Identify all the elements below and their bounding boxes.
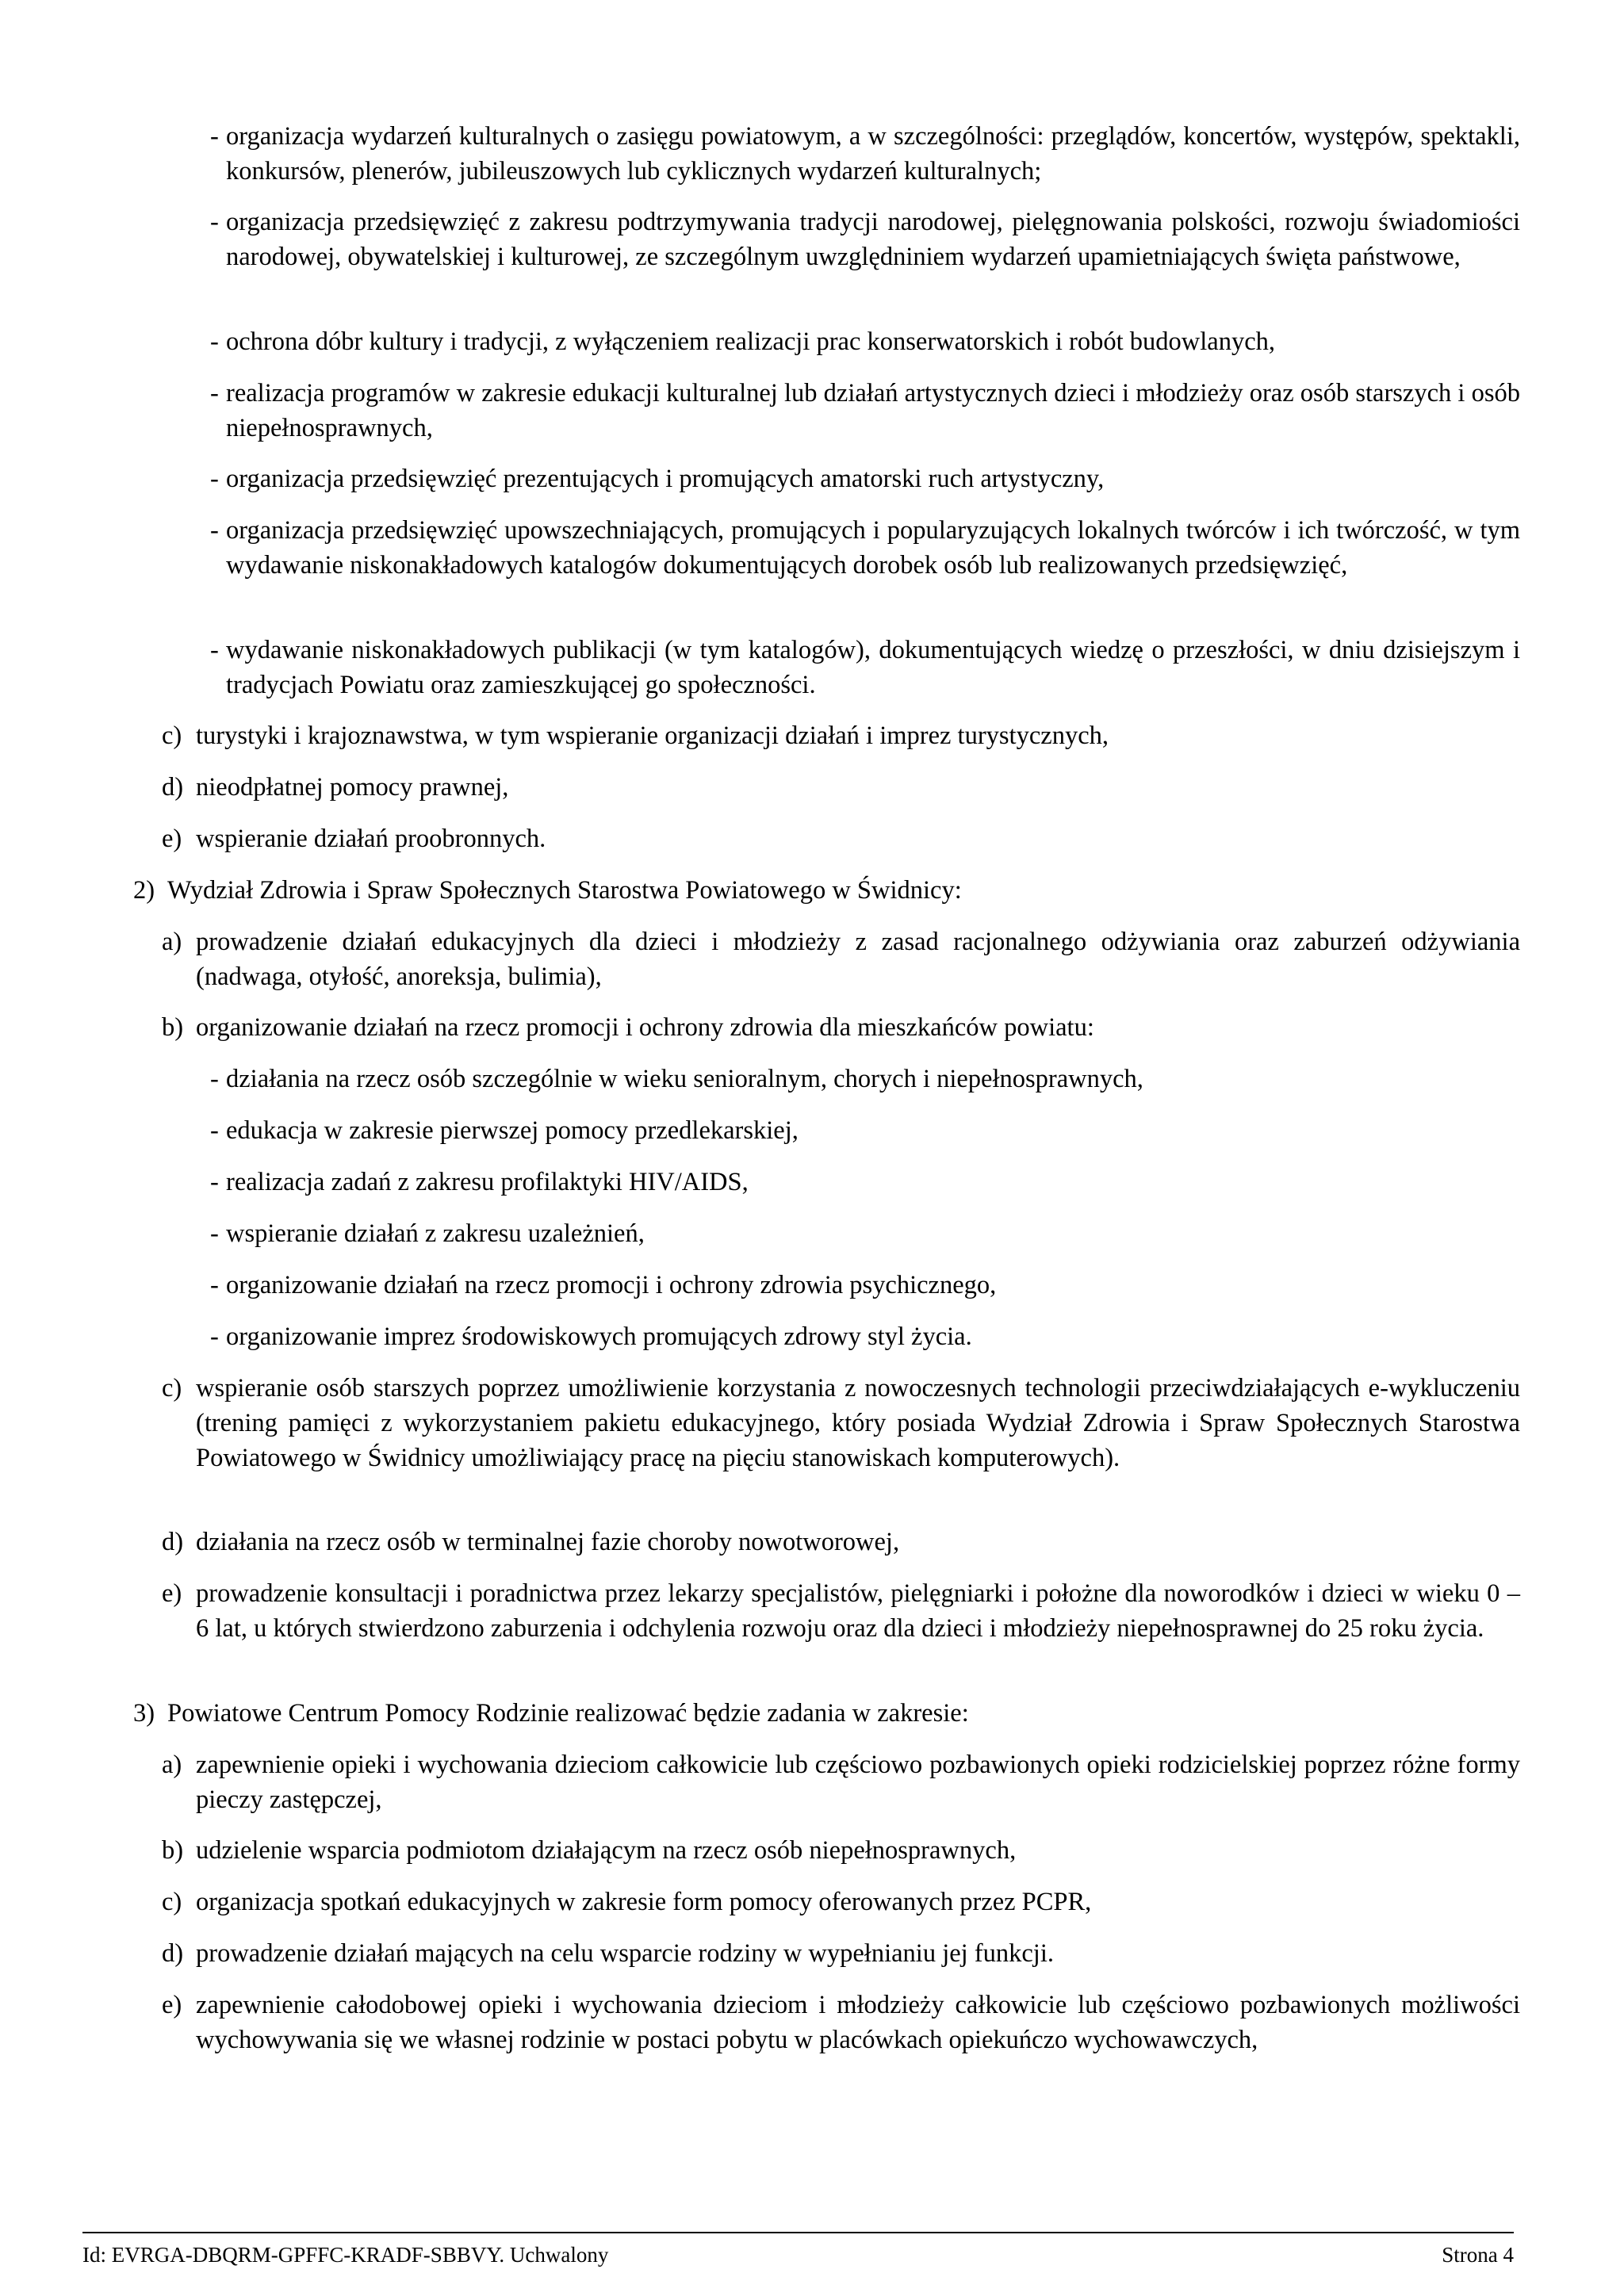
list-item	[162, 924, 1520, 994]
list-text: organizowanie imprez środowiskowych promujących zdrowy styl życia.	[226, 1322, 972, 1351]
list-item	[162, 1885, 1520, 1919]
list-marker: e)	[162, 825, 182, 853]
list-marker: -	[210, 516, 219, 545]
list-marker: -	[210, 379, 219, 408]
list-text: organizowanie działań na rzecz promocji i ochrony zdrowia psychicznego,	[226, 1271, 997, 1299]
list-text: organizacja wydarzeń kulturalnych o zasięgu powiatowym, a w szczególności: przeglądów, koncertów, występów, spektakli, konkursów, plenerów, jubileuszowych lub cyklicznych wydarzeń kulturalnych;	[226, 122, 1520, 186]
list-marker: b)	[162, 1013, 184, 1042]
list-text: organizacja przedsięwzięć upowszechniających, promujących i popularyzujących lokalnych twórców i ich twórczość, w tym wydawanie niskonakładowych katalogów dokumentujących dorobek osób lub realizowanych przedsięwzięć,	[226, 516, 1520, 580]
list-text: prowadzenie konsultacji i poradnictwa przez lekarzy specjalistów, pielęgniarki i położne dla noworodków i dzieci w wieku 0 – 6 lat, u których stwierdzono zaburzenia i odchylenia rozwoju oraz dla dzieci i młodzieży niepełnosprawnej do 25 roku życia.	[196, 1579, 1520, 1643]
list-text: realizacja programów w zakresie edukacji kulturalnej lub działań artystycznych dzieci i młodzieży oraz osób starszych i osób niepełnosprawnych,	[226, 379, 1520, 442]
list-text: Wydział Zdrowia i Spraw Społecznych Starostwa Powiatowego w Świdnicy:	[167, 876, 962, 905]
list-text: wspieranie osób starszych poprzez umożliwienie korzystania z nowoczesnych technologii przeciwdziałających e-wykluczeniu (trening pamięci z wykorzystaniem pakietu edukacyjnego, który posiada Wydział Zdrowia i Spraw Społecznych Starostwa Powiatowego w Świdnicy umożliwiający pracę na pięciu stanowiskach komputerowych).	[196, 1374, 1520, 1472]
list-item	[210, 461, 1520, 496]
list-item	[133, 1696, 1520, 1731]
list-item	[210, 1216, 1520, 1251]
list-text: Powiatowe Centrum Pomocy Rodzinie realizować będzie zadania w zakresie:	[167, 1699, 969, 1728]
list-text: wydawanie niskonakładowych publikacji (w tym katalogów), dokumentujących wiedzę o przeszłości, w dniu dzisiejszym i tradycjach Powiatu oraz zamieszkującej go społeczności.	[226, 636, 1520, 699]
list-item	[210, 1113, 1520, 1148]
list-text: wspieranie działań z zakresu uzależnień,	[226, 1219, 645, 1248]
list-marker: -	[210, 208, 219, 236]
list-item	[210, 324, 1520, 359]
list-marker: -	[210, 1168, 219, 1196]
list-text: zapewnienie całodobowej opieki i wychowania dzieciom i młodzieży całkowicie lub częściowo pozbawionych możliwości wychowywania się we własnej rodzinie w postaci pobytu w placówkach opiekuńczo wychowawczych,	[196, 1991, 1520, 2054]
list-marker: -	[210, 1116, 219, 1145]
list-item	[210, 1319, 1520, 1354]
list-marker: d)	[162, 773, 184, 802]
list-item	[162, 1010, 1520, 1045]
list-item	[210, 1268, 1520, 1303]
list-text: działania na rzecz osób w terminalnej fazie choroby nowotworowej,	[196, 1528, 900, 1556]
list-marker: 2)	[133, 876, 155, 905]
list-marker: d)	[162, 1528, 184, 1556]
list-marker: c)	[162, 1374, 182, 1402]
list-item	[210, 205, 1520, 274]
list-item	[210, 633, 1520, 702]
list-marker: -	[210, 327, 219, 356]
list-item	[162, 770, 1520, 805]
page-number: Strona 4	[1442, 2243, 1514, 2267]
list-item	[162, 1371, 1520, 1475]
list-text: edukacja w zakresie pierwszej pomocy przedlekarskiej,	[226, 1116, 799, 1145]
list-text: prowadzenie działań mających na celu wsparcie rodziny w wypełnianiu jej funkcji.	[196, 1939, 1054, 1968]
list-marker: -	[210, 636, 219, 664]
list-item	[210, 1165, 1520, 1200]
list-item	[162, 718, 1520, 753]
list-text: prowadzenie działań edukacyjnych dla dzieci i młodzieży z zasad racjonalnego odżywiania oraz zaburzeń odżywiania (nadwaga, otyłość, anoreksja, bulimia),	[196, 928, 1520, 991]
list-marker: -	[210, 1322, 219, 1351]
list-text: udzielenie wsparcia podmiotom działającym na rzecz osób niepełnosprawnych,	[196, 1836, 1017, 1865]
list-item	[210, 376, 1520, 446]
list-item	[210, 1062, 1520, 1096]
list-text: realizacja zadań z zakresu profilaktyki HIV/AIDS,	[226, 1168, 749, 1196]
list-item	[210, 513, 1520, 583]
list-text: organizacja spotkań edukacyjnych w zakresie form pomocy oferowanych przez PCPR,	[196, 1888, 1092, 1916]
list-marker: e)	[162, 1579, 182, 1608]
list-item	[162, 821, 1520, 856]
list-text: organizowanie działań na rzecz promocji i ochrony zdrowia dla mieszkańców powiatu:	[196, 1013, 1094, 1042]
list-text: zapewnienie opieki i wychowania dzieciom całkowicie lub częściowo pozbawionych opieki rodzicielskiej poprzez różne formy pieczy zastępczej,	[196, 1751, 1520, 1814]
list-item	[162, 1833, 1520, 1868]
list-marker: a)	[162, 928, 182, 956]
list-marker: -	[210, 1271, 219, 1299]
list-marker: c)	[162, 721, 182, 750]
list-marker: c)	[162, 1888, 182, 1916]
list-text: organizacja przedsięwzięć prezentujących i promujących amatorski ruch artystyczny,	[226, 465, 1105, 493]
list-marker: -	[210, 465, 219, 493]
list-marker: e)	[162, 1991, 182, 2019]
list-marker: d)	[162, 1939, 184, 1968]
document-id: Id: EVRGA-DBQRM-GPFFC-KRADF-SBBVY. Uchwalony	[82, 2243, 609, 2267]
list-text: ochrona dóbr kultury i tradycji, z wyłączeniem realizacji prac konserwatorskich i robót budowlanych,	[226, 327, 1275, 356]
list-marker: a)	[162, 1751, 182, 1779]
list-marker: b)	[162, 1836, 184, 1865]
list-text: działania na rzecz osób szczególnie w wieku senioralnym, chorych i niepełnosprawnych,	[226, 1065, 1143, 1093]
footer-divider	[82, 2232, 1514, 2233]
list-text: wspieranie działań proobronnych.	[196, 825, 546, 853]
list-text: turystyki i krajoznawstwa, w tym wspieranie organizacji działań i imprez turystycznych,	[196, 721, 1109, 750]
list-text: organizacja przedsięwzięć z zakresu podtrzymywania tradycji narodowej, pielęgnowania polskości, rozwoju świadomiości narodowej, obywatelskiej i kulturowej, ze szczególnym uwzględniniem wydarzeń upamietniających święta państwowe,	[226, 208, 1520, 271]
list-item	[162, 1576, 1520, 1646]
list-marker: -	[210, 122, 219, 151]
list-item	[133, 873, 1520, 908]
list-item	[162, 1988, 1520, 2057]
list-item	[210, 119, 1520, 189]
list-marker: 3)	[133, 1699, 155, 1728]
list-item	[162, 1936, 1520, 1971]
list-item	[162, 1747, 1520, 1817]
list-item	[162, 1525, 1520, 1559]
list-marker: -	[210, 1219, 219, 1248]
list-marker: -	[210, 1065, 219, 1093]
list-text: nieodpłatnej pomocy prawnej,	[196, 773, 509, 802]
